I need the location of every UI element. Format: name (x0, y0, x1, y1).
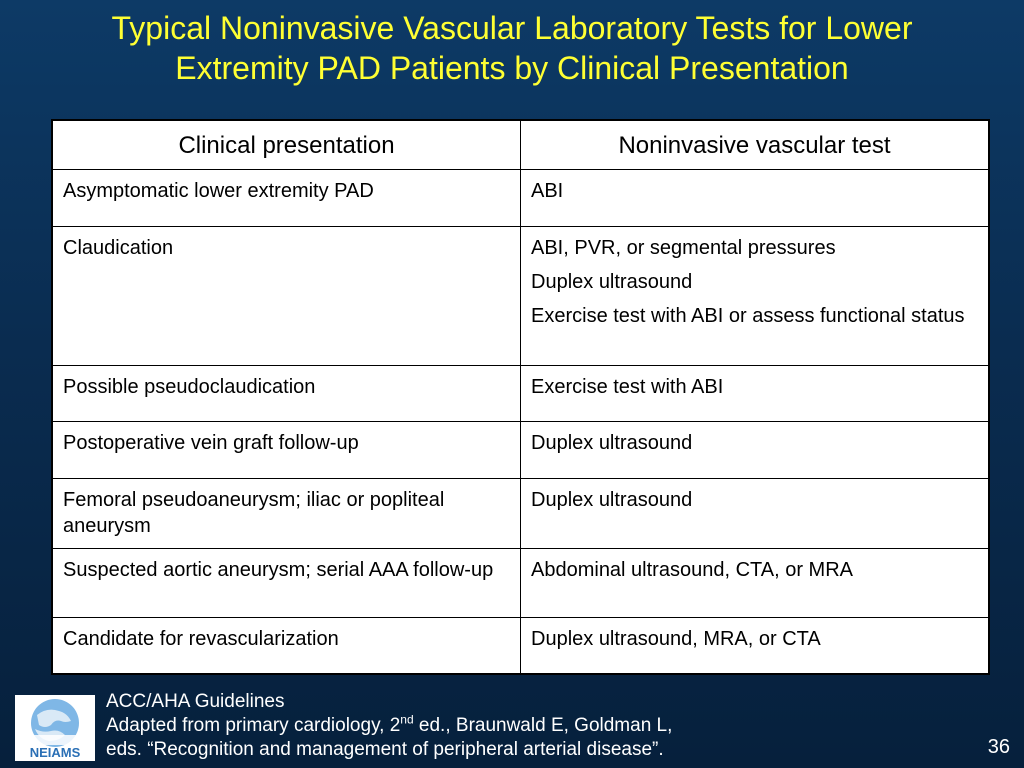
presentation-cell: Possible pseudoclaudication (52, 365, 521, 422)
presentation-cell: Candidate for revascularization (52, 617, 521, 674)
test-item: Duplex ultrasound (531, 432, 693, 455)
citation (106, 690, 866, 762)
test-item: Exercise test with ABI (531, 375, 724, 398)
presentation-cell: Asymptomatic lower extremity PAD (52, 170, 521, 227)
header-noninvasive-test: Noninvasive vascular test (521, 120, 990, 170)
citation-superscript: nd (400, 712, 414, 727)
table-row (52, 617, 989, 674)
test-item: Duplex ultrasound (531, 488, 693, 511)
test-item: Duplex ultrasound, MRA, or CTA (531, 627, 821, 650)
table-row (52, 170, 989, 227)
presentation-cell: Claudication (52, 226, 521, 365)
citation-line-2 (106, 714, 866, 738)
citation-line-1: ACC/AHA Guidelines (106, 691, 285, 712)
table-row (52, 226, 989, 365)
test-item: ABI, PVR, or segmental pressures (531, 236, 836, 259)
header-clinical-presentation: Clinical presentation (52, 120, 521, 170)
test-cell (521, 226, 990, 365)
neiams-logo (15, 695, 95, 761)
table-row (52, 422, 989, 479)
test-cell (521, 365, 990, 422)
slide-title-line-1: Typical Noninvasive Vascular Laboratory Tests for Lower (111, 10, 913, 46)
slide-title (0, 8, 1024, 88)
test-cell (521, 617, 990, 674)
test-cell (521, 422, 990, 479)
tests-table (51, 119, 990, 675)
test-item: Exercise test with ABI or assess functional status (531, 304, 965, 327)
page-number: 36 (987, 736, 1010, 758)
globe-logo-icon (15, 695, 95, 761)
citation-line-2-pre: Adapted from primary cardiology, 2 (106, 715, 401, 736)
table-row (52, 548, 989, 617)
table-row (52, 478, 989, 548)
test-cell (521, 548, 990, 617)
citation-line-3: eds. “Recognition and management of peripheral arterial disease”. (106, 739, 664, 760)
test-item: ABI (531, 180, 564, 202)
test-cell (521, 170, 990, 227)
citation-line-2-post: ed., Braunwald E, Goldman L, (413, 715, 673, 736)
table-row (52, 365, 989, 422)
logo-text: NEIAMS (29, 745, 81, 760)
test-item: Abdominal ultrasound, CTA, or MRA (531, 558, 853, 581)
presentation-cell: Postoperative vein graft follow-up (52, 422, 521, 479)
table-header-row (52, 120, 989, 170)
presentation-cell: Suspected aortic aneurysm; serial AAA follow-up (52, 548, 521, 617)
test-item: Duplex ultrasound (531, 270, 693, 293)
test-cell (521, 478, 990, 548)
presentation-cell: Femoral pseudoaneurysm; iliac or popliteal aneurysm (52, 478, 521, 548)
slide-title-line-2: Extremity PAD Patients by Clinical Presentation (175, 50, 849, 86)
